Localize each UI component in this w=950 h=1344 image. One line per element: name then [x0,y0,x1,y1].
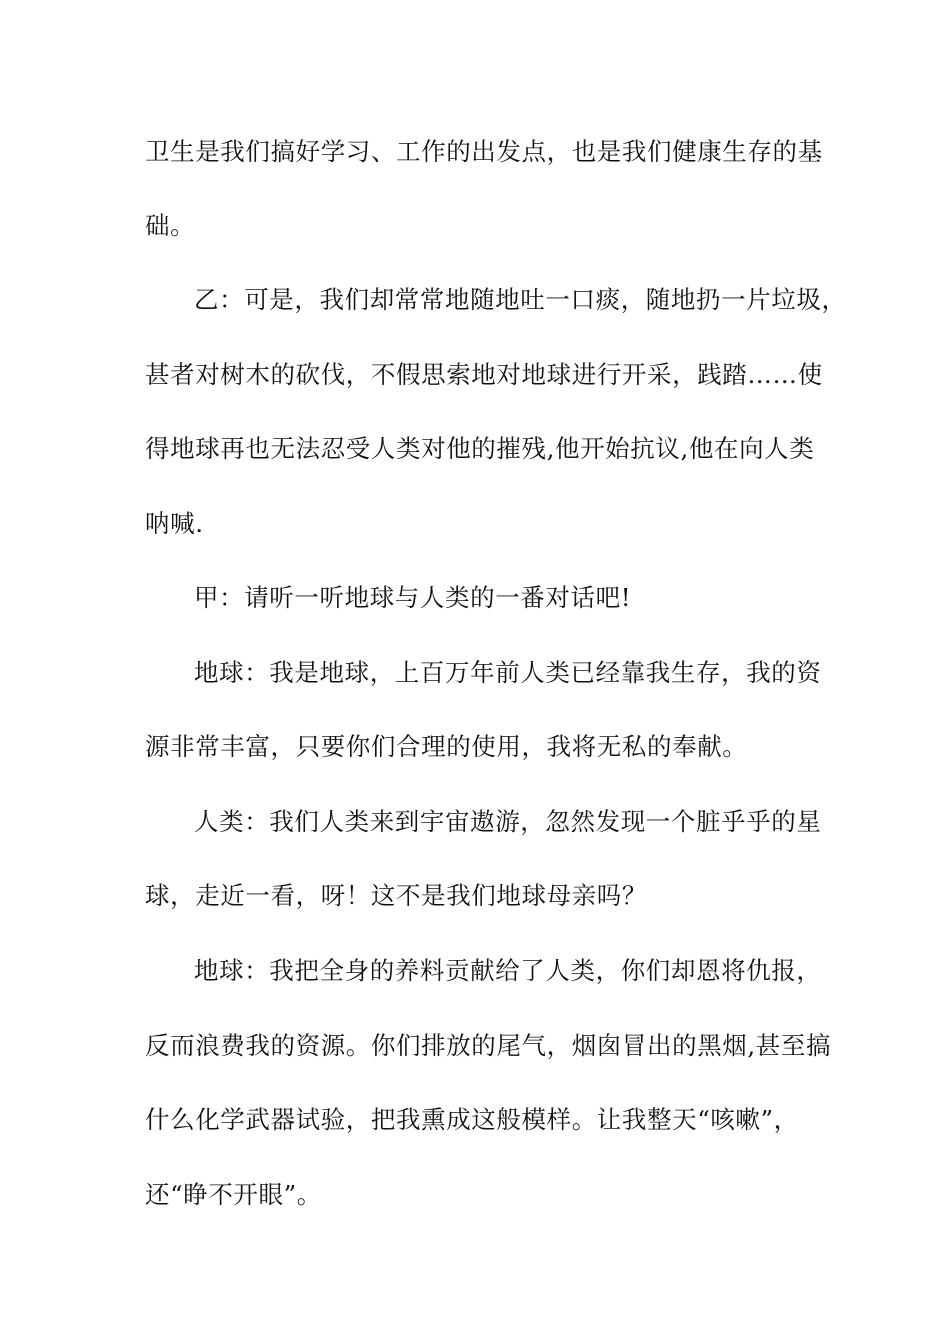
text-line: 人类：我们人类来到宇宙遨游，忽然发现一个脏乎乎的星 [194,807,822,836]
text-line: 什么化学武器试验，把我熏成这般模样。让我整天“咳嗽”， [145,1105,799,1134]
text-line: 源非常丰富，只要你们合理的使用，我将无私的奉献。 [145,732,748,761]
text-line: 卫生是我们搞好学习、工作的出发点，也是我们健康生存的基 [145,137,823,166]
text-line: 反而浪费我的资源。你们排放的尾气，烟囱冒出的黑烟,甚至搞 [145,1031,832,1060]
text-line: 甲：请听一听地球与人类的一番对话吧! [194,583,632,612]
text-line: 球，走近一看，呀！这不是我们地球母亲吗？ [145,881,647,910]
text-line: 甚者对树木的砍伐，不假思索地对地球进行开采，践踏……使 [145,360,823,389]
text-line: 地球：我把全身的养料贡献给了人类，你们却恩将仇报， [194,956,822,985]
text-line: 得地球再也无法忍受人类对他的摧残,他开始抗议,他在向人类 [145,434,815,463]
text-line: 还“睁不开眼”。 [145,1180,322,1209]
text-line: 乙：可是，我们却常常地随地吐一口痰，随地扔一片垃圾， [194,285,847,314]
text-line: 地球：我是地球，上百万年前人类已经靠我生存，我的资 [194,658,822,687]
text-line: 呐喊. [145,509,204,538]
text-line: 础。 [145,211,196,240]
